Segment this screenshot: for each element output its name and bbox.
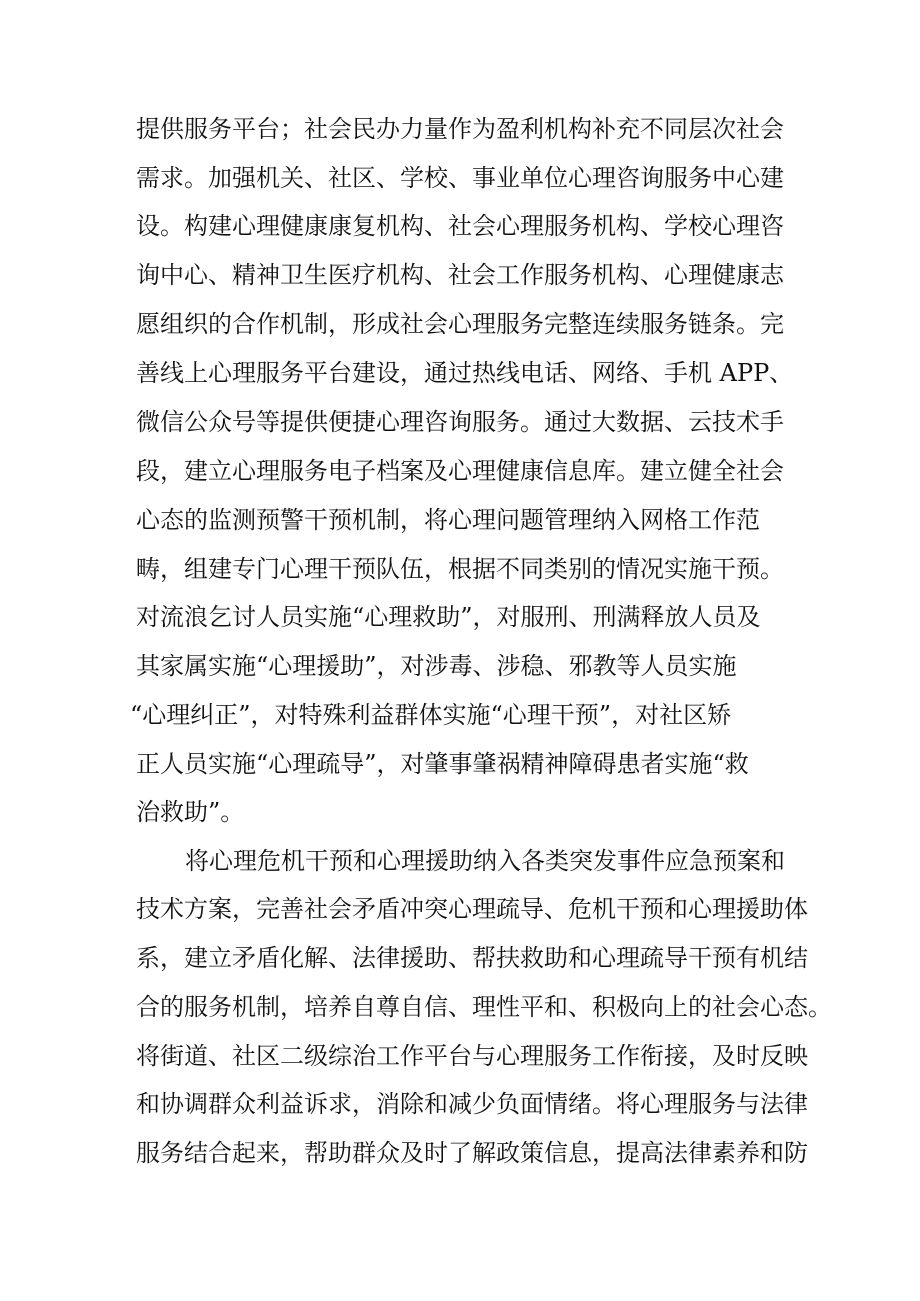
text-line: 心态的监测预警干预机制，将心理问题管理纳入网格工作范 [136,506,760,534]
text-line: 正人员实施“心理疏导”，对肇事肇祸精神障碍患者实施“救 [136,750,749,778]
text-line: 设。构建心理健康康复机构、社会心理服务机构、学校心理咨 [136,212,784,240]
text-line: 系，建立矛盾化解、法律援助、帮扶救助和心理疏导干预有机结 [136,944,808,972]
text-line: 需求。加强机关、社区、学校、事业单位心理咨询服务中心建 [136,164,784,192]
text-line: 治救助”。 [136,798,245,826]
text-line: 提供服务平台；社会民办力量作为盈利机构补充不同层次社会 [136,115,784,143]
text-line: 服务结合起来，帮助群众及时了解政策信息，提高法律素养和防 [136,1139,808,1167]
text-line: 将街道、社区二级综治工作平台与心理服务工作衔接，及时反映 [136,1042,808,1070]
text-line: “心理纠正”，对特殊利益群体实施“心理干预”，对社区矫 [130,701,732,729]
text-line: 询中心、精神卫生医疗机构、社会工作服务机构、心理健康志 [136,261,784,289]
text-line: 将心理危机干预和心理援助纳入各类突发事件应急预案和 [185,847,785,875]
text-line: 善线上心理服务平台建设，通过热线电话、网络、手机 APP、 [136,359,794,387]
text-line: 其家属实施“心理援助”，对涉毒、涉稳、邪教等人员实施 [136,652,737,680]
text-line: 微信公众号等提供便捷心理咨询服务。通过大数据、云技术手 [136,408,784,436]
text-line: 段，建立心理服务电子档案及心理健康信息库。建立健全社会 [136,457,784,485]
text-line: 愿组织的合作机制，形成社会心理服务完整连续服务链条。完 [136,310,784,338]
text-line: 技术方案，完善社会矛盾冲突心理疏导、危机干预和心理援助体 [136,895,808,923]
text-line: 畴，组建专门心理干预队伍，根据不同类别的情况实施干预。 [136,555,784,583]
text-line: 和协调群众利益诉求，消除和减少负面情绪。将心理服务与法律 [136,1090,808,1118]
text-line: 合的服务机制，培养自尊自信、理性平和、积极向上的社会心态。 [136,993,832,1021]
text-line: 对流浪乞讨人员实施“心理救助”，对服刑、刑满释放人员及 [136,603,761,631]
